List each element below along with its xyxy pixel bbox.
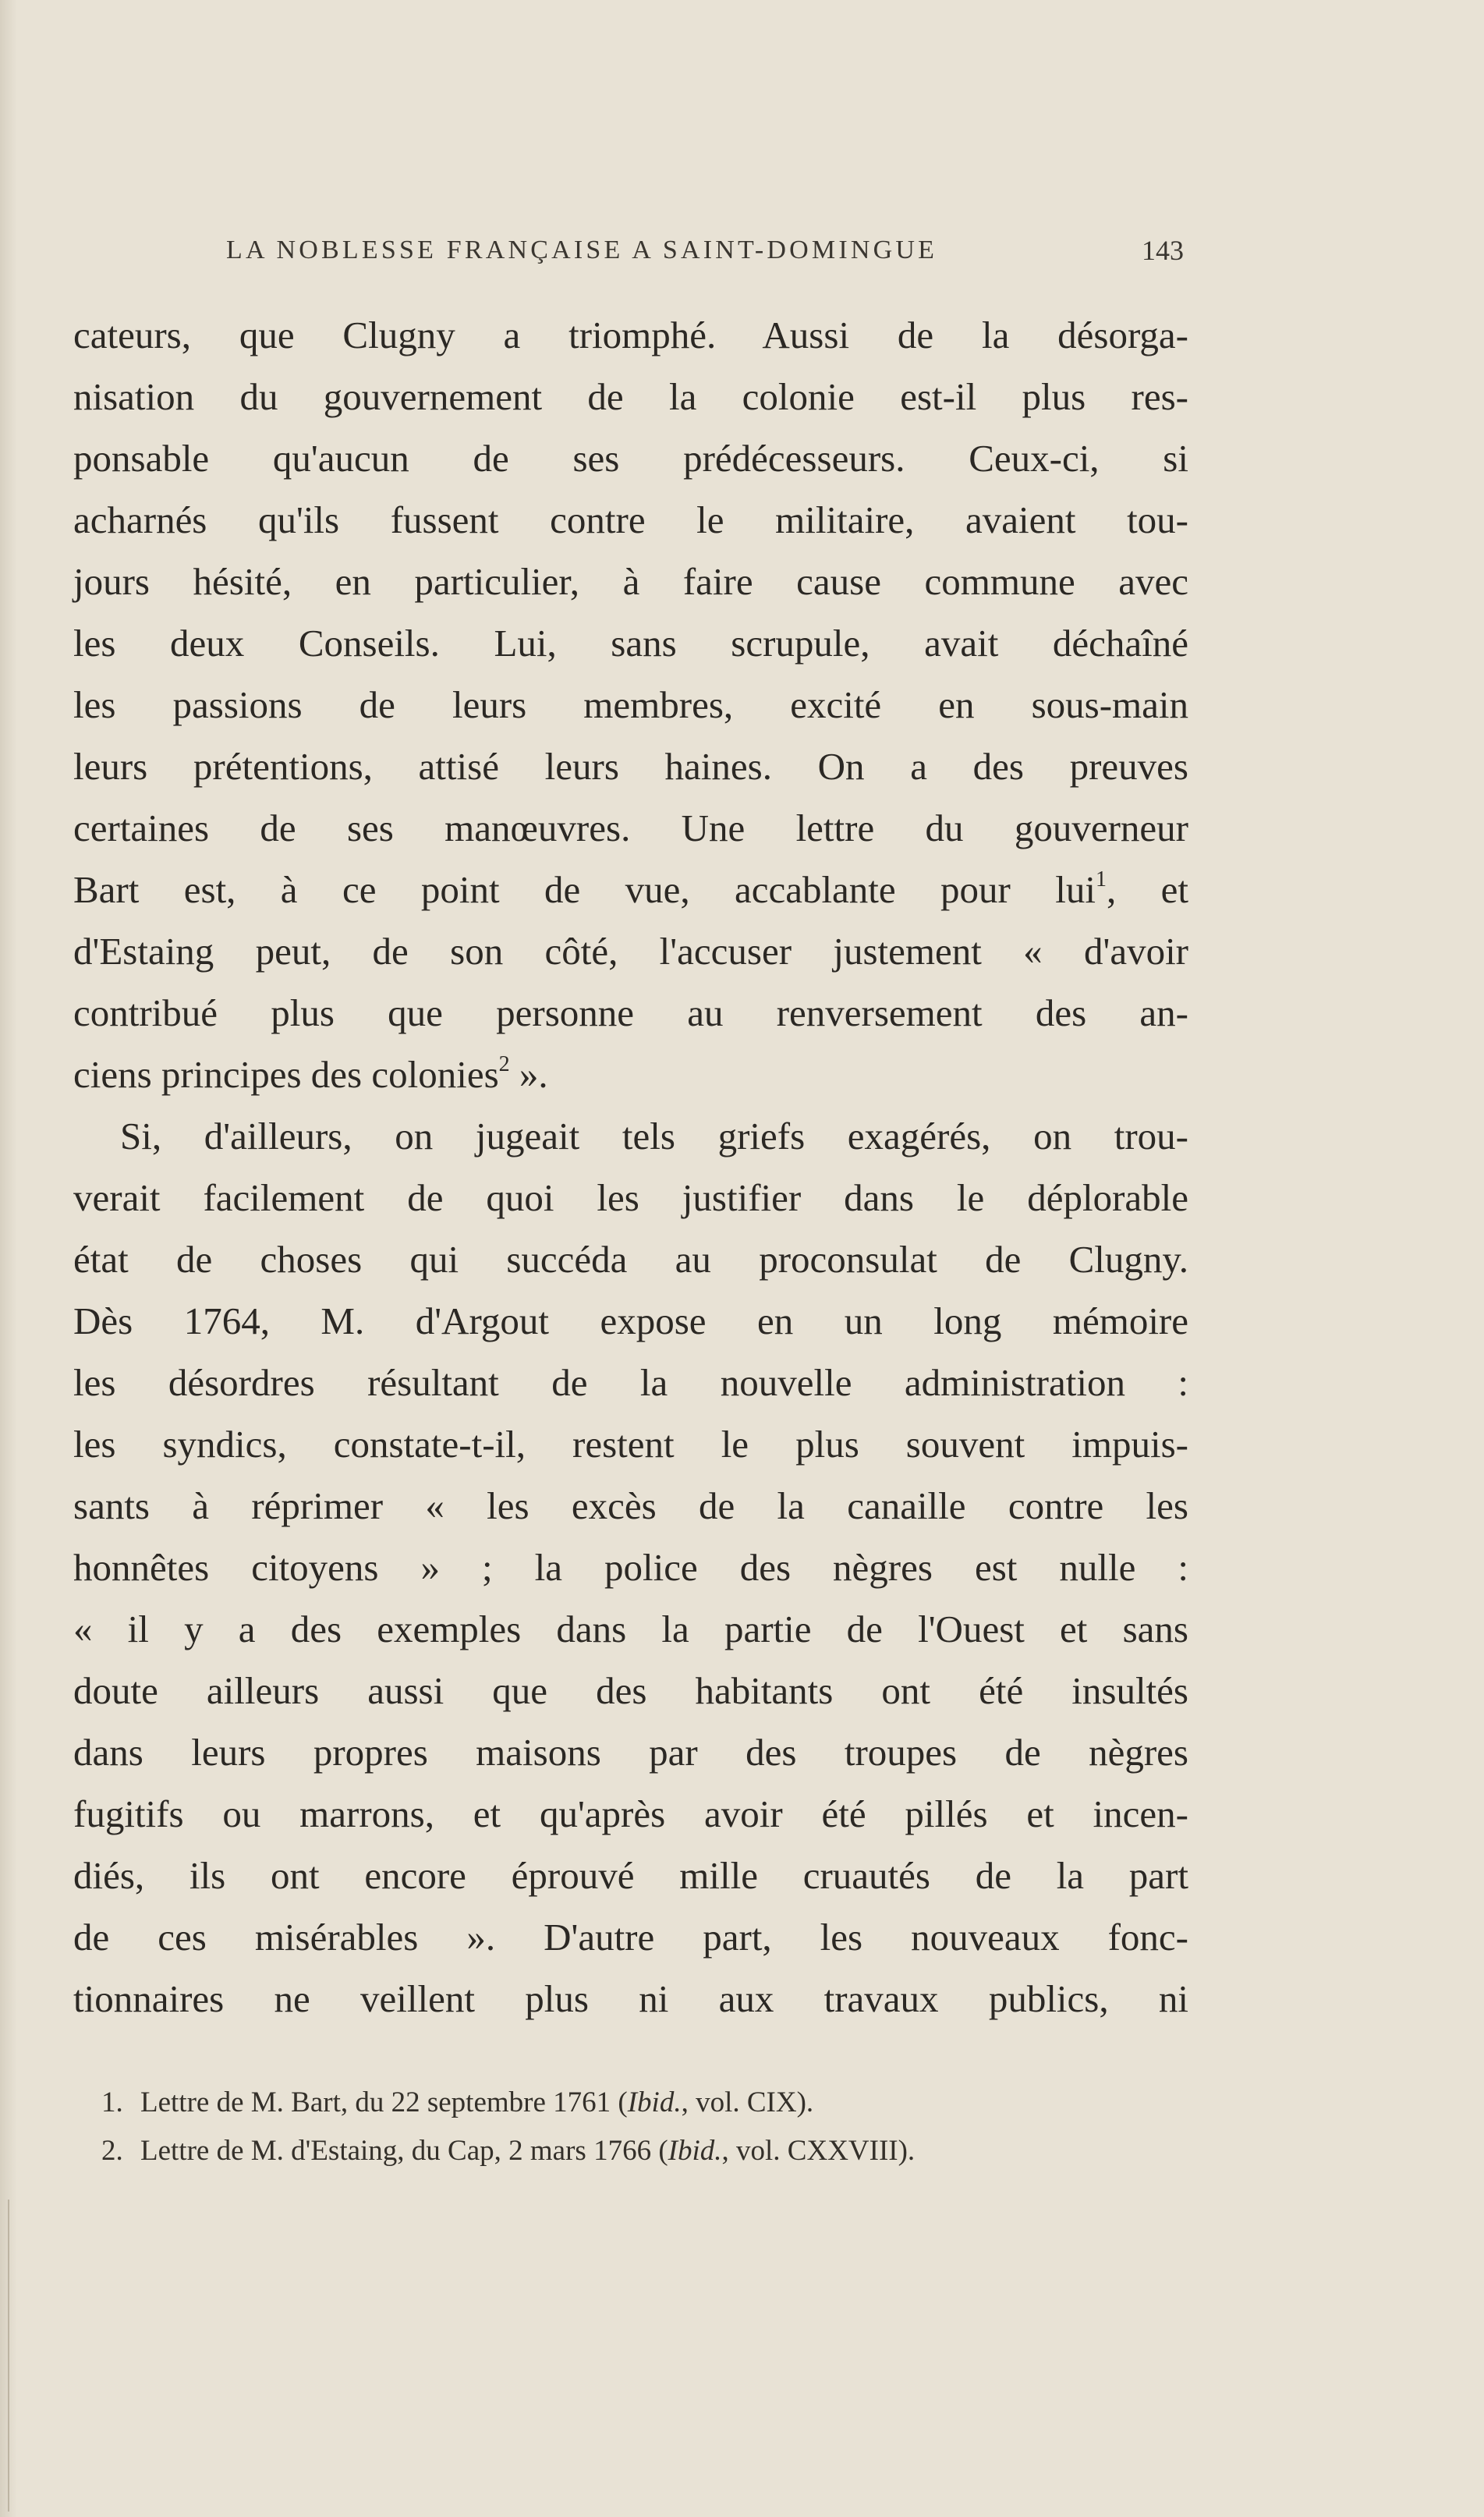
- text-line: de ces misérables ». D'autre part, les nouveaux fonc-: [73, 1916, 1188, 1959]
- running-title: LA NOBLESSE FRANÇAISE A SAINT-DOMINGUE: [226, 236, 938, 264]
- text-line: les passions de leurs membres, excité en sous-main: [73, 683, 1188, 726]
- text-line: [73, 859, 1188, 920]
- text-line: les syndics, constate-t-il, restent le plus souvent impuis-: [73, 1423, 1188, 1466]
- text-line: certaines de ses manœuvres. Une lettre du gouverneur: [73, 807, 1188, 849]
- footnote-italic: Ibid.: [627, 2086, 682, 2118]
- footnote-ref-1[interactable]: 1: [1096, 867, 1107, 892]
- text-line: les désordres résultant de la nouvelle administration :: [73, 1361, 1188, 1404]
- page-edge-line: [8, 2200, 9, 2512]
- footnote-ref-2[interactable]: 2: [498, 1051, 510, 1076]
- footnote-number: 1.: [101, 2086, 123, 2118]
- text-line: contribué plus que personne au renversement des an-: [73, 991, 1188, 1034]
- footnote-italic: Ibid.: [668, 2135, 722, 2167]
- page-header: [226, 231, 1184, 270]
- text-line: état de choses qui succéda au proconsulat de Clugny.: [73, 1238, 1188, 1281]
- page-edge: [0, 0, 17, 2517]
- text-line: diés, ils ont encore éprouvé mille cruautés de la part: [73, 1854, 1188, 1897]
- text-line: sants à réprimer « les excès de la canaille contre les: [73, 1484, 1188, 1527]
- text-line: jours hésité, en particulier, à faire cause commune avec: [73, 560, 1188, 603]
- footnote-2: [101, 2127, 1193, 2175]
- footnote-text: , vol. CIX).: [681, 2086, 814, 2118]
- page-number: 143: [1142, 235, 1184, 266]
- footnote-text: , vol. CXXVIII).: [721, 2135, 916, 2167]
- footnotes: [101, 2079, 1193, 2175]
- body-text: [73, 304, 1188, 2030]
- text-segment: ».: [509, 1053, 548, 1096]
- text-line: Si, d'ailleurs, on jugeait tels griefs exagérés, on trou-: [120, 1115, 1188, 1157]
- text-line: verait facilement de quoi les justifier dans le déplorable: [73, 1176, 1188, 1219]
- text-line: « il y a des exemples dans la partie de l'Ouest et sans: [73, 1608, 1188, 1650]
- footnote-1: [101, 2079, 1193, 2127]
- text-segment: Bart est, à ce point de vue, accablante pour lui: [73, 868, 1096, 911]
- text-line: cateurs, que Clugny a triomphé. Aussi de la désorga-: [73, 314, 1188, 356]
- text-segment: ciens principes des colonies: [73, 1053, 499, 1096]
- text-line: les deux Conseils. Lui, sans scrupule, avait déchaîné: [73, 622, 1188, 665]
- text-line: [73, 1044, 1188, 1105]
- text-segment: , et: [1107, 868, 1188, 911]
- footnote-text: Lettre de M. d'Estaing, du Cap, 2 mars 1766 (: [140, 2135, 668, 2167]
- text-line: honnêtes citoyens » ; la police des nègres est nulle :: [73, 1546, 1188, 1589]
- text-line: dans leurs propres maisons par des troupes de nègres: [73, 1731, 1188, 1774]
- footnote-text: Lettre de M. Bart, du 22 septembre 1761 (: [140, 2086, 628, 2118]
- text-line: acharnés qu'ils fussent contre le militaire, avaient tou-: [73, 498, 1188, 541]
- text-line: tionnaires ne veillent plus ni aux travaux publics, ni: [73, 1977, 1188, 2020]
- text-line: leurs prétentions, attisé leurs haines. On a des preuves: [73, 745, 1188, 788]
- text-line: Dès 1764, M. d'Argout expose en un long mémoire: [73, 1299, 1188, 1342]
- text-line: nisation du gouvernement de la colonie est-il plus res-: [73, 375, 1188, 418]
- text-line: doute ailleurs aussi que des habitants ont été insultés: [73, 1669, 1188, 1712]
- text-line: fugitifs ou marrons, et qu'après avoir été pillés et incen-: [73, 1792, 1188, 1835]
- footnote-number: 2.: [101, 2135, 123, 2167]
- text-line: d'Estaing peut, de son côté, l'accuser justement « d'avoir: [73, 930, 1188, 973]
- text-line: ponsable qu'aucun de ses prédécesseurs. Ceux-ci, si: [73, 437, 1188, 480]
